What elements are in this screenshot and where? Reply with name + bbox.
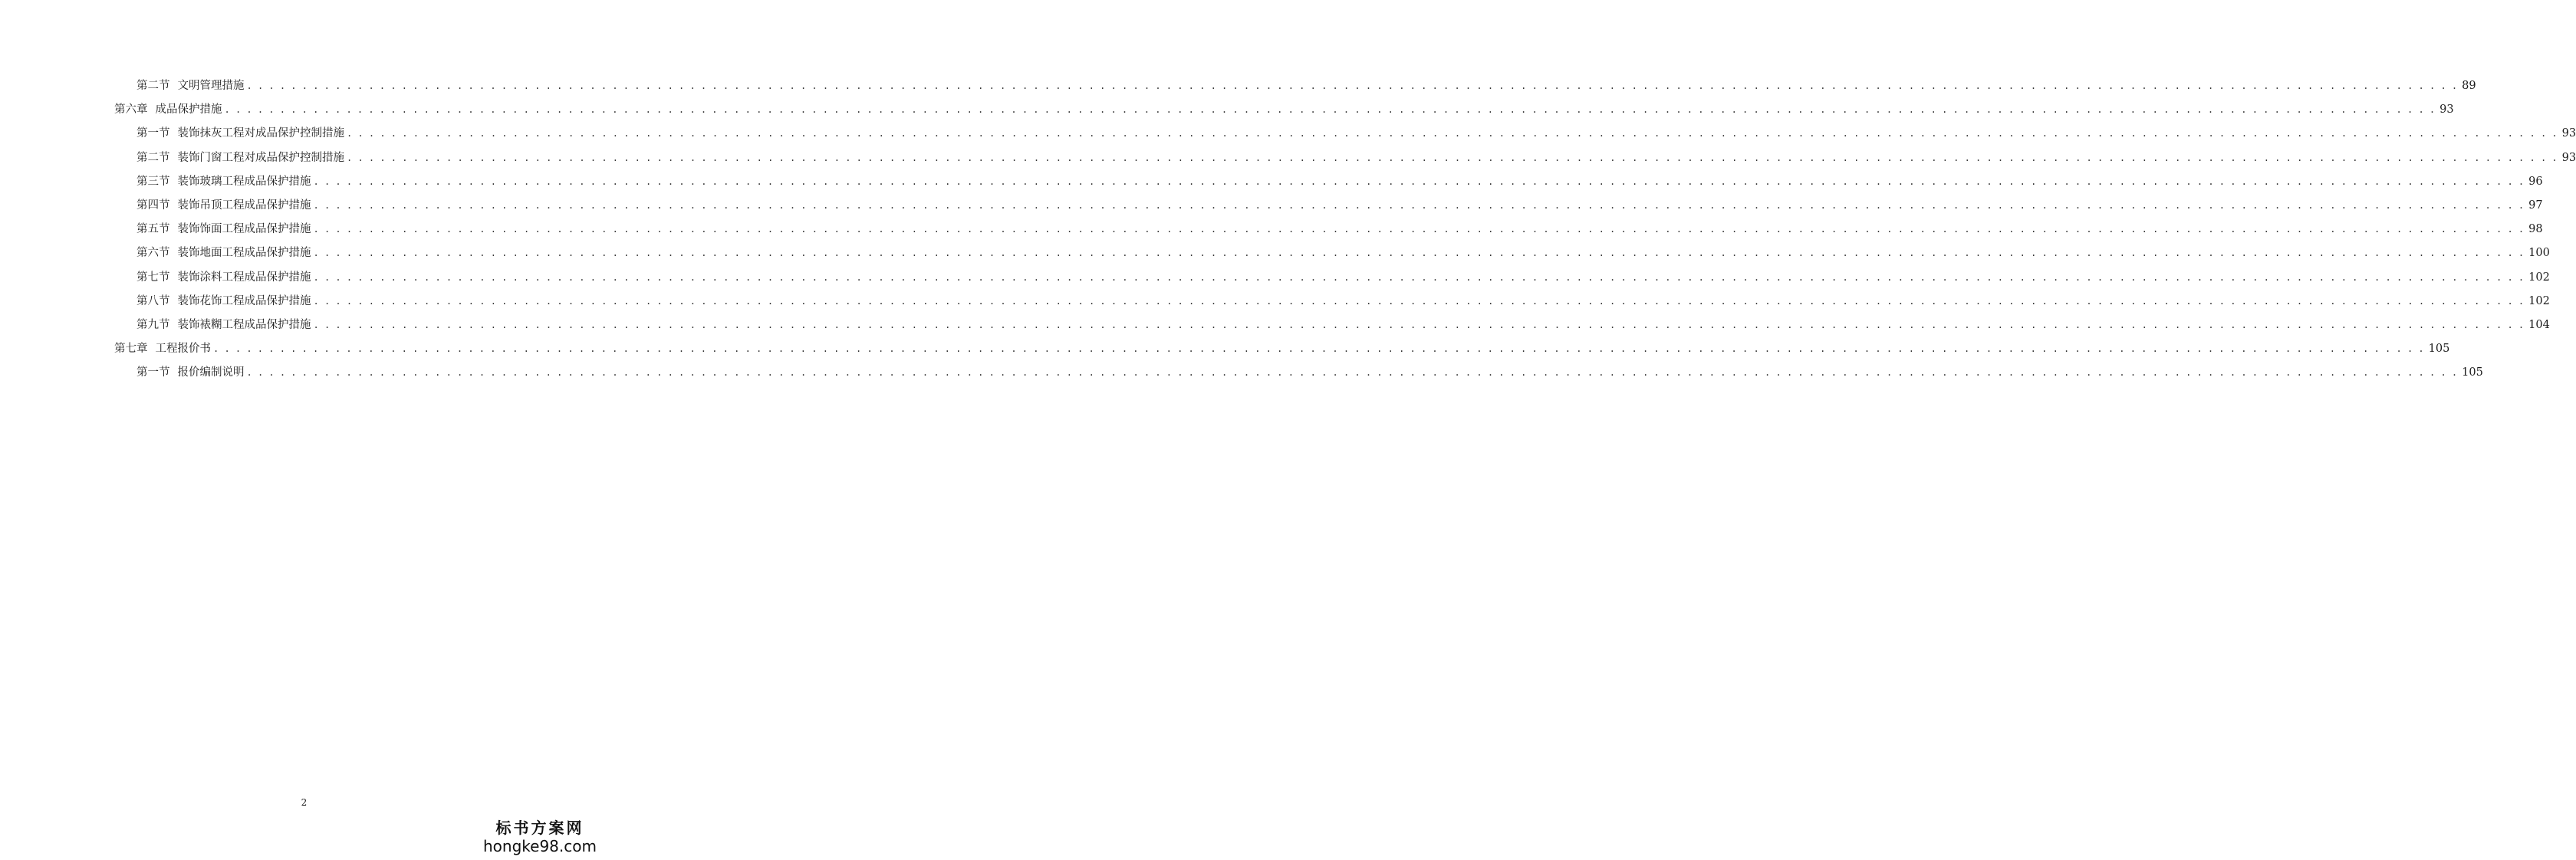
- toc-entry[interactable]: [137, 149, 2576, 166]
- toc-entry-page: 102: [2528, 271, 2550, 284]
- toc-entry-number: 第九节: [137, 319, 170, 331]
- toc-entry-title: 装饰涂料工程成品保护措施: [177, 271, 311, 284]
- dot-leader: . . . . . . . . . . . . . . . . . . . . . . . . . . . . . . . . . . . . . . . . . . . . . . . . . . . . . . . . . . . . . . . . . . . . . . . . . . . . . . . . . . . . . . . . . . . . . . . . . . . . . . . . . . . . . . . . . . . . . . . . . . . . . . . . . . . . . . . . . . . . . . . . . . . . . . . . . . . . . . . . . . . . . . . . . . . . . . . . . . . . . . . . . . . . . . . . . . . . . . . .: [213, 343, 2424, 355]
- toc-entry[interactable]: [137, 293, 2550, 310]
- dot-leader: . . . . . . . . . . . . . . . . . . . . . . . . . . . . . . . . . . . . . . . . . . . . . . . . . . . . . . . . . . . . . . . . . . . . . . . . . . . . . . . . . . . . . . . . . . . . . . . . . . . . . . . . . . . . . . . . . . . . . . . . . . . . . . . . . . . . . . . . . . . . . . . . . . . . . . . . . . . . . . . . . . . . . . . . . . . . . . . . . . . . . . . . . . . . . . . . . . . . . . . .: [347, 128, 2558, 140]
- watermark-url: hongke98.com: [483, 837, 597, 855]
- toc-entry-number: 第八节: [137, 294, 170, 307]
- toc-entry-title: 装饰花饰工程成品保护措施: [177, 294, 311, 307]
- dot-leader: . . . . . . . . . . . . . . . . . . . . . . . . . . . . . . . . . . . . . . . . . . . . . . . . . . . . . . . . . . . . . . . . . . . . . . . . . . . . . . . . . . . . . . . . . . . . . . . . . . . . . . . . . . . . . . . . . . . . . . . . . . . . . . . . . . . . . . . . . . . . . . . . . . . . . . . . . . . . . . . . . . . . . . . . . . . . . . . . . . . . . . . . . . . . . . . . . . . . . . . .: [246, 367, 2458, 379]
- toc-entry-number: 第七节: [137, 271, 170, 284]
- dot-leader: . . . . . . . . . . . . . . . . . . . . . . . . . . . . . . . . . . . . . . . . . . . . . . . . . . . . . . . . . . . . . . . . . . . . . . . . . . . . . . . . . . . . . . . . . . . . . . . . . . . . . . . . . . . . . . . . . . . . . . . . . . . . . . . . . . . . . . . . . . . . . . . . . . . . . . . . . . . . . . . . . . . . . . . . . . . . . . . . . . . . . . . . . . . . . . . . . . . . . . . .: [224, 104, 2436, 116]
- toc-entry-number: 第三节: [137, 175, 170, 188]
- toc-entry-number: 第二节: [137, 151, 170, 164]
- toc-entry-title: 报价编制说明: [177, 366, 245, 379]
- toc-entry-page: 100: [2528, 247, 2550, 260]
- toc-entry[interactable]: [137, 197, 2543, 214]
- toc-entry[interactable]: [137, 77, 2476, 94]
- toc-entry-title: 装饰饰面工程成品保护措施: [177, 223, 311, 236]
- dot-leader: . . . . . . . . . . . . . . . . . . . . . . . . . . . . . . . . . . . . . . . . . . . . . . . . . . . . . . . . . . . . . . . . . . . . . . . . . . . . . . . . . . . . . . . . . . . . . . . . . . . . . . . . . . . . . . . . . . . . . . . . . . . . . . . . . . . . . . . . . . . . . . . . . . . . . . . . . . . . . . . . . . . . . . . . . . . . . . . . . . . . . . . . . . . . . . . . . . . . . . . .: [313, 271, 2525, 283]
- toc-entry-page: 104: [2528, 319, 2550, 331]
- toc-entry-number: 第七章: [114, 343, 148, 356]
- toc-entry-title: 装饰抹灰工程对成品保护控制措施: [177, 127, 344, 140]
- toc-entry-number: 第六章: [114, 103, 148, 117]
- toc-entry-page: 102: [2528, 294, 2550, 307]
- toc-entry-page: 98: [2528, 223, 2543, 236]
- toc-entry-title: 装饰吊顶工程成品保护措施: [177, 199, 311, 212]
- page-number: 2: [301, 797, 308, 808]
- dot-leader: . . . . . . . . . . . . . . . . . . . . . . . . . . . . . . . . . . . . . . . . . . . . . . . . . . . . . . . . . . . . . . . . . . . . . . . . . . . . . . . . . . . . . . . . . . . . . . . . . . . . . . . . . . . . . . . . . . . . . . . . . . . . . . . . . . . . . . . . . . . . . . . . . . . . . . . . . . . . . . . . . . . . . . . . . . . . . . . . . . . . . . . . . . . . . . . . . . . . . . . .: [347, 152, 2558, 163]
- toc-entry-number: 第二节: [137, 80, 170, 92]
- toc-entry[interactable]: [114, 340, 2450, 357]
- dot-leader: . . . . . . . . . . . . . . . . . . . . . . . . . . . . . . . . . . . . . . . . . . . . . . . . . . . . . . . . . . . . . . . . . . . . . . . . . . . . . . . . . . . . . . . . . . . . . . . . . . . . . . . . . . . . . . . . . . . . . . . . . . . . . . . . . . . . . . . . . . . . . . . . . . . . . . . . . . . . . . . . . . . . . . . . . . . . . . . . . . . . . . . . . . . . . . . . . . . . . . . .: [313, 320, 2525, 330]
- toc-entry-number: 第六节: [137, 247, 170, 260]
- toc-entry-page: 97: [2528, 199, 2543, 212]
- toc-entry-page: 105: [2428, 343, 2450, 356]
- dot-leader: . . . . . . . . . . . . . . . . . . . . . . . . . . . . . . . . . . . . . . . . . . . . . . . . . . . . . . . . . . . . . . . . . . . . . . . . . . . . . . . . . . . . . . . . . . . . . . . . . . . . . . . . . . . . . . . . . . . . . . . . . . . . . . . . . . . . . . . . . . . . . . . . . . . . . . . . . . . . . . . . . . . . . . . . . . . . . . . . . . . . . . . . . . . . . . . . . . . . . . . .: [313, 176, 2525, 187]
- watermark-name: 标书方案网: [495, 819, 584, 837]
- toc-entry-page: 105: [2462, 366, 2483, 379]
- dot-leader: . . . . . . . . . . . . . . . . . . . . . . . . . . . . . . . . . . . . . . . . . . . . . . . . . . . . . . . . . . . . . . . . . . . . . . . . . . . . . . . . . . . . . . . . . . . . . . . . . . . . . . . . . . . . . . . . . . . . . . . . . . . . . . . . . . . . . . . . . . . . . . . . . . . . . . . . . . . . . . . . . . . . . . . . . . . . . . . . . . . . . . . . . . . . . . . . . . . . . . . .: [313, 295, 2525, 307]
- toc-entry-page: 93: [2439, 103, 2454, 117]
- watermark-logo: [482, 819, 597, 855]
- toc-entry-title: 成品保护措施: [155, 103, 222, 117]
- toc-entry-page: 89: [2462, 80, 2476, 92]
- toc-entry-title: 工程报价书: [155, 343, 211, 356]
- toc-entry[interactable]: [137, 269, 2550, 286]
- toc-entry-number: 第五节: [137, 223, 170, 236]
- toc-entry-title: 装饰门窗工程对成品保护控制措施: [177, 151, 344, 164]
- toc-entry-page: 93: [2561, 151, 2576, 164]
- dot-leader: . . . . . . . . . . . . . . . . . . . . . . . . . . . . . . . . . . . . . . . . . . . . . . . . . . . . . . . . . . . . . . . . . . . . . . . . . . . . . . . . . . . . . . . . . . . . . . . . . . . . . . . . . . . . . . . . . . . . . . . . . . . . . . . . . . . . . . . . . . . . . . . . . . . . . . . . . . . . . . . . . . . . . . . . . . . . . . . . . . . . . . . . . . . . . . . . . . . . . . . .: [246, 80, 2458, 91]
- toc-entry-title: 装饰地面工程成品保护措施: [177, 247, 311, 260]
- toc-entry-title: 文明管理措施: [177, 80, 245, 92]
- toc-entry-page: 96: [2528, 175, 2543, 188]
- toc-entry-number: 第一节: [137, 366, 170, 379]
- toc-entry-page: 93: [2561, 127, 2576, 140]
- toc-entry[interactable]: [137, 364, 2483, 381]
- dot-leader: . . . . . . . . . . . . . . . . . . . . . . . . . . . . . . . . . . . . . . . . . . . . . . . . . . . . . . . . . . . . . . . . . . . . . . . . . . . . . . . . . . . . . . . . . . . . . . . . . . . . . . . . . . . . . . . . . . . . . . . . . . . . . . . . . . . . . . . . . . . . . . . . . . . . . . . . . . . . . . . . . . . . . . . . . . . . . . . . . . . . . . . . . . . . . . . . . . . . . . . .: [313, 224, 2525, 235]
- toc-entry[interactable]: [137, 245, 2550, 261]
- toc-entry-title: 装饰裱糊工程成品保护措施: [177, 319, 311, 331]
- toc-entry[interactable]: [114, 101, 2454, 118]
- toc-entry[interactable]: [137, 173, 2543, 190]
- dot-leader: . . . . . . . . . . . . . . . . . . . . . . . . . . . . . . . . . . . . . . . . . . . . . . . . . . . . . . . . . . . . . . . . . . . . . . . . . . . . . . . . . . . . . . . . . . . . . . . . . . . . . . . . . . . . . . . . . . . . . . . . . . . . . . . . . . . . . . . . . . . . . . . . . . . . . . . . . . . . . . . . . . . . . . . . . . . . . . . . . . . . . . . . . . . . . . . . . . . . . . . .: [313, 200, 2525, 211]
- toc-entry-number: 第一节: [137, 127, 170, 140]
- dot-leader: . . . . . . . . . . . . . . . . . . . . . . . . . . . . . . . . . . . . . . . . . . . . . . . . . . . . . . . . . . . . . . . . . . . . . . . . . . . . . . . . . . . . . . . . . . . . . . . . . . . . . . . . . . . . . . . . . . . . . . . . . . . . . . . . . . . . . . . . . . . . . . . . . . . . . . . . . . . . . . . . . . . . . . . . . . . . . . . . . . . . . . . . . . . . . . . . . . . . . . . .: [313, 248, 2525, 259]
- toc-entry-number: 第四节: [137, 199, 170, 212]
- toc-entry[interactable]: [137, 125, 2576, 142]
- toc-entry[interactable]: [137, 317, 2550, 333]
- toc-entry-title: 装饰玻璃工程成品保护措施: [177, 175, 311, 188]
- toc-entry[interactable]: [137, 221, 2543, 238]
